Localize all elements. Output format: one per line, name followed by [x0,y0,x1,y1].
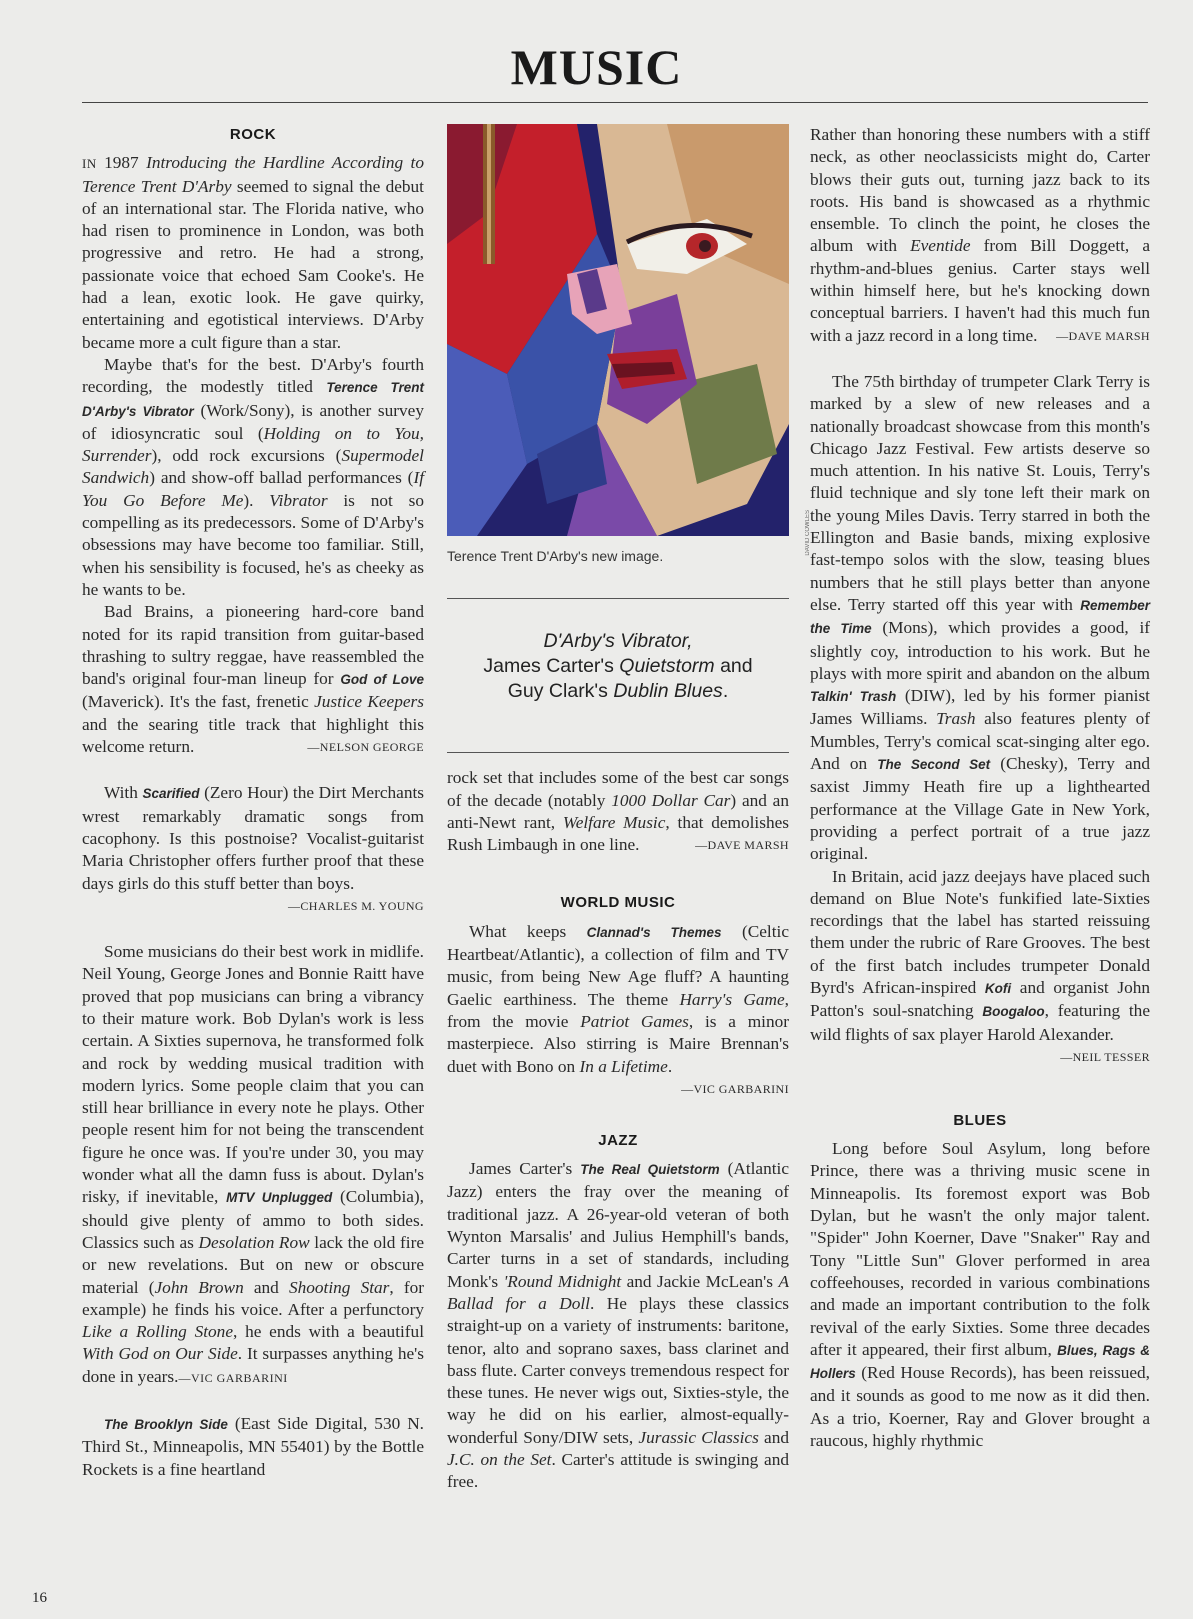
blues-paragraph [810,1138,1150,1452]
spacer [447,753,789,767]
album-title: Trash [936,709,976,729]
text-run: The 75th birthday of trumpeter Clark Terry is marked by a slew of new releases and a nationally broadcast showcase from this month's Chicago Jazz Festival. Few artists deserve so much attention. In his native St. Louis, Terry's fluid technique and sly tone left their mark on the young Miles Davis. Terry starred in both the Ellington and Basie bands, mixing explosive fast-tempo solos with the slow, teasing blues numbers that he still plays better than anyone else. Terry started off this year with [810,371,1150,614]
text-run: . He plays these classics straight-up on a variety of instruments: baritone, tenor, alto and soprano saxes, bass clarinet and bass flute. Carter conveys tremendous respect for these tunes. He never wigs out, Sixties-style, the way he did on his earlier, almost-equally-wonderful Sony/DIW sets, [447,1293,790,1447]
album-title: Remember the Time [810,597,1150,637]
text-run: With [104,783,143,803]
text-run: Rather than honoring these numbers with a stiff neck, as other neoclassicists might do, Carter blows their guts out, turning jazz back to its roots. His band is showcased as a rhythmic ensemble. To clinch the point, he closes the album with [810,125,1150,256]
byline: —DAVE MARSH [695,838,789,853]
text-run: (Work/Sony), is another survey of idiosyncratic soul ( [82,400,424,443]
album-title: The Real Quietstorm [580,1162,720,1178]
album-title: Kofi [984,980,1012,996]
text-run: ) and an anti-Newt rant, [447,790,789,832]
section-title: MUSIC [510,39,683,95]
column-2 [447,124,789,1494]
text-run: (Columbia), should give plenty of ammo to both sides. Classics such as [82,1187,424,1252]
spacer [447,704,789,752]
text-run: 1987 [96,153,147,173]
column-3 [810,124,1150,1452]
abstract-face-art [447,124,789,536]
pullquote-text: James Carter's [483,655,620,678]
text-run: , that demolishes Rush Limbaugh in one line. [447,812,789,855]
text-run: (Zero Hour) the Dirt Merchants wrest remarkably dramatic songs from cacophony. Is this postnoise? Vocalist-guitarist Maria Christopher offers further proof that these days girls do this stuff better than boys. [82,783,425,893]
text-run: ), odd rock excursions ( [151,446,342,466]
pullquote-title: Quietstorm [619,655,715,678]
text-run: seemed to signal the debut of an international star. The Florida native, who had risen to prominence in London, was both progressive and retro. He had a strong, passionate voice that echoed Sam Cooke's. He had a lean, exotic look. He gave quirky, entertaining and egotistical interviews. D'Arby became more a cult figure than a star. [82,176,424,352]
text-run: lack the old fire or new revelations. But on new or obscure material ( [82,1232,424,1297]
world-music-heading: WORLD MUSIC [560,894,676,912]
song-title: With God on Our Side [82,1344,238,1364]
text-run: and [758,1427,789,1447]
text-run: . Carter's attitude is swinging and free. [447,1450,789,1492]
spacer [82,1389,424,1413]
text-run: ). [243,490,270,510]
text-run: James Carter's [469,1159,581,1179]
blue-note-paragraph [810,866,1150,1064]
album-title: MTV Unplugged [226,1190,333,1206]
song-title: 'Round Midnight [503,1271,622,1291]
text-run: (Red House Records), has been reissued, and it sounds as good to me now as it did then. As a trio, Koerner, Ray and Glover brought a raucous, highly rhythmic [810,1363,1150,1451]
spacer [447,599,789,629]
column-1 [82,124,424,1481]
song-title: In a Lifetime [579,1056,668,1076]
text-run: Maybe that's for the best. D'Arby's fourth recording, the modestly titled [82,354,424,397]
rock-paragraph-3 [82,601,424,758]
album-title: J.C. on the Set [447,1450,552,1470]
album-title: The Brooklyn Side [104,1417,228,1433]
album-title: Scarified [142,786,200,802]
album-title: Blues, Rags & Hollers [810,1342,1151,1382]
text-run: also features plenty of Mumbles, Terry's comical scat-singing alter ego. And on [810,709,1151,774]
pullquote-title: Dublin Blues [613,680,723,703]
world-paragraph [447,921,789,1096]
text-run: Long before Soul Asylum, long before Prince, there was a thriving music scene in Minneapolis. Its foremost export was Bob Dylan, but he wasn't the only major talent. "Spider" John Koerner, Dave "Snaker" Ray and Tony "Little Sun" Glover performed in area coffeehouses, recorded in various combinations and made an important contribution to the folk revival of the early Sixties. Some three decades after it appeared, their first album, [810,1139,1150,1359]
song-title: Harry's Game [679,989,785,1009]
rock-paragraph-1 [82,152,424,354]
text-run: Some musicians do their best work in midlife. Neil Young, George Jones and Bonnie Raitt have proved that pop musicians can bring a vibrancy to their mature work. Bob Dylan's work is less certain. A Sixties supernova, he transformed folk and rock by wedding musical tradition with modern lyrics. Some people claim that you can still hear brilliance in every note he plays. Other people resent him for not being the transcendent figure he once was. If you're under 30, you may wonder what all the damn fuss is about. Dylan's risky, if inevitable, [82,942,424,1207]
rock-paragraph-2 [82,354,424,601]
byline: —VIC GARBARINI [681,1081,789,1096]
text-run: . It surpasses anything he's done in years. [82,1344,425,1386]
text-run: (Celtic Heartbeat/Atlantic), a collection of film and TV music, from being New Age fluff? A haunting Gaelic earthiness. The theme [447,921,789,1009]
song-title: Supermodel Sandwich [82,446,424,488]
text-run: Bad Brains, a pioneering hard-core band noted for its rapid transition from guitar-based thrashing to sultry reggae, have reassembled the band's original four-man lineup for [82,602,424,689]
spacer [82,917,424,941]
text-run: , he ends with a beautiful [233,1322,424,1342]
cover-illustration [447,124,789,536]
text-run: and the searing title track that highlight this welcome return. [82,714,424,757]
pullquote-line: D'Arby's Vibrator, [543,630,693,653]
album-title: Jurassic Classics [638,1427,759,1447]
text-run: , is a minor masterpiece. Also stirring is Maire Brennan's duet with Bono on [447,1011,789,1076]
header-rule [82,102,1148,103]
album-title: Talkin' Trash [810,689,897,705]
jazz-paragraph [447,1158,789,1493]
text-run: is not so compelling as its predecessors. Some of D'Arby's obsessions may have become too familiar. Still, when his sensibility is focused, he's as cheeky as he wants to be. [82,490,424,599]
blues-heading: BLUES [953,1111,1007,1129]
pullquote [447,629,789,704]
text-run: from Bill Doggett, a rhythm-and-blues genius. Carter stays well within himself here, but he's knocking down conceptual barriers. I haven't had this much fun with a jazz record in a long time. [810,236,1150,345]
album-title: Vibrator [269,490,328,510]
text-run: In Britain, acid jazz deejays have placed such demand on Blue Note's funkified late-Sixties recordings that the label has started reissuing them under the rubric of Rare Grooves. The best of the first batch includes trumpeter Donald Byrd's African-inspired [810,866,1150,997]
rock-paragraph-5 [82,941,424,1389]
album-title: Introducing the Hardline According to Terence Trent D'Arby [82,153,424,196]
spacer [447,567,789,598]
text-run: What keeps [469,921,587,941]
rock-heading: ROCK [229,126,277,143]
song-title: Justice Keepers [314,692,424,712]
jazz-continued [810,124,1150,347]
text-run: . [667,1056,673,1076]
page-number: 16 [32,1590,47,1606]
song-title: Holding on to You, Surrender [82,423,424,466]
terry-paragraph [810,371,1150,866]
pullquote-text: . [722,680,729,703]
pullquote-text: Guy Clark's [507,680,614,703]
pullquote-text: and [714,655,753,678]
jazz-heading: JAZZ [598,1131,638,1149]
song-title: John Brown [154,1277,244,1297]
song-title: Desolation Row [198,1232,310,1252]
rock-paragraph-4 [82,782,424,894]
spacer [82,758,424,782]
byline: —DAVE MARSH [1056,328,1150,343]
song-title: Welfare Music [562,812,666,832]
spacer [810,347,1150,371]
drop-lead: IN [82,156,97,172]
song-title: If You Go Before Me [82,468,424,510]
photo-credit: DAVID COWLES [805,510,811,556]
byline: —NELSON GEORGE [307,740,424,755]
rock-continued [447,767,789,856]
album-title: Terence Trent D'Arby's Vibrator [82,380,424,419]
text-run: (East Side Digital, 530 N. Third St., Minneapolis, MN 55401) by the Bottle Rockets is a fine heartland [82,1414,424,1479]
song-title: Like a Rolling Stone [82,1322,233,1342]
album-title: God of Love [340,672,424,688]
film-title: Patriot Games [580,1011,689,1031]
image-caption: Terence Trent D'Arby's new image. [447,548,664,564]
song-title: Eventide [910,236,971,256]
text-run: rock set that includes some of the best car songs of the decade (notably [447,768,789,810]
rock-paragraph-6 [82,1413,424,1481]
text-run: , from the movie [447,989,789,1031]
album-title: The Second Set [877,757,991,773]
spacer [447,856,789,892]
text-run: ) and show-off ballad performances ( [149,468,414,488]
text-run: , featuring the wild flights of sax player Harold Alexander. [810,1001,1150,1044]
byline: —NEIL TESSER [1060,1049,1150,1064]
text-run: (Mons), which provides a good, if slightly coy, introduction to his work. But he plays with more spirit and abandon on the album [810,618,1151,683]
album-title: Clannad's Themes [586,924,722,940]
song-title: Shooting Star [288,1277,390,1297]
text-run: and [243,1277,289,1297]
text-run: (Maverick). It's the fast, frenetic [82,692,315,712]
text-run: (Chesky), Terry and saxist Jimmy Heath fire up a lighthearted performance at the Village Gate in New York, providing a perfect portrait of a true jazz original. [810,754,1150,864]
song-title: 1000 Dollar Car [611,790,731,810]
byline: —VIC GARBARINI [178,1370,288,1385]
album-title: Boogaloo [982,1004,1045,1020]
text-run: and Jackie McLean's [621,1271,779,1291]
song-title: A Ballad for a Doll [447,1271,789,1313]
text-run: , for example) he finds his voice. After a perfunctory [82,1277,424,1319]
text-run: and organist John Patton's soul-snatching [810,977,1150,1021]
text-run: (Atlantic Jazz) enters the fray over the meaning of traditional jazz. A 26-year-old veteran of both Wynton Marsalis' and Julius Hemphill's bands, Carter turns in a set of standards, including Monk's [447,1159,790,1291]
byline: —CHARLES M. YOUNG [287,898,424,913]
text-run: (DIW), led by his former pianist James Williams. [810,686,1150,729]
